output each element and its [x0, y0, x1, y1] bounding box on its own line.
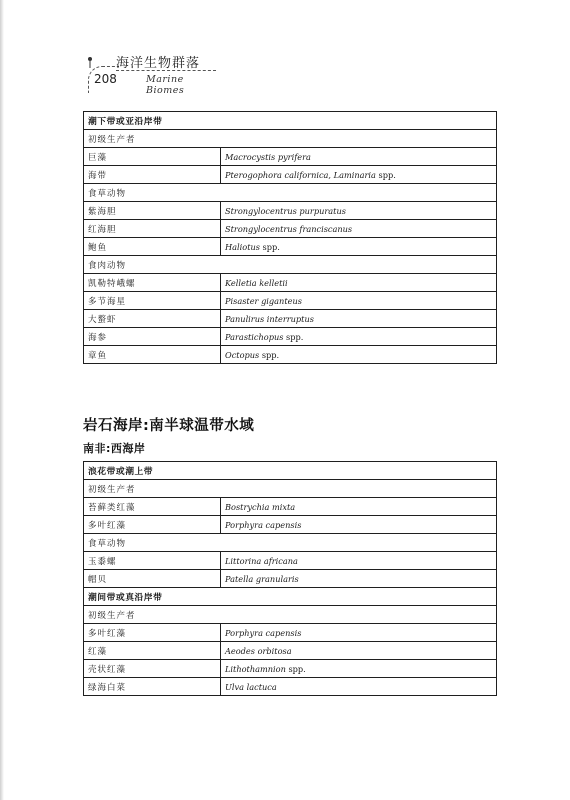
scientific-name-cell	[221, 148, 497, 166]
table-row	[84, 328, 497, 346]
species-suffix: spp.	[259, 349, 280, 360]
scientific-name-cell	[221, 498, 497, 516]
table-row	[84, 570, 497, 588]
scientific-name-cell	[221, 570, 497, 588]
scientific-name: Parastichopus	[225, 331, 284, 342]
scientific-name-cell	[221, 678, 497, 696]
scientific-name-cell	[221, 274, 497, 292]
scientific-name: Macrocystis pyrifera	[225, 151, 311, 162]
common-name-cell: 帽贝	[84, 570, 221, 588]
table-row	[84, 148, 497, 166]
common-name-cell: 海带	[84, 166, 221, 184]
table-row	[84, 238, 497, 256]
scientific-name-cell	[221, 292, 497, 310]
table-row	[84, 310, 497, 328]
common-name-cell: 多节海星	[84, 292, 221, 310]
table-row	[84, 220, 497, 238]
scientific-name-cell	[221, 516, 497, 534]
scientific-name: Strongylocentrus purpuratus	[225, 205, 346, 216]
section-subheading: 南非:西海岸	[83, 442, 146, 455]
species-suffix: spp.	[259, 241, 280, 252]
scientific-name-cell	[221, 238, 497, 256]
common-name-cell: 紫海胆	[84, 202, 221, 220]
table-row	[84, 678, 497, 696]
table-row	[84, 274, 497, 292]
running-title-en: Marine Biomes	[146, 74, 185, 96]
common-name-cell: 苔藓类红藻	[84, 498, 221, 516]
common-name-cell: 多叶红藻	[84, 516, 221, 534]
table-row	[84, 480, 497, 498]
scientific-name-cell	[221, 624, 497, 642]
table-row	[84, 256, 497, 274]
category-cell: 初级生产者	[84, 480, 497, 498]
category-cell: 初级生产者	[84, 130, 497, 148]
common-name-cell: 鲍鱼	[84, 238, 221, 256]
table-body	[84, 462, 497, 696]
table-row	[84, 660, 497, 678]
common-name-cell: 凯勒特峨螺	[84, 274, 221, 292]
category-cell: 初级生产者	[84, 606, 497, 624]
scientific-name: Ulva lactuca	[225, 681, 277, 692]
scientific-name: Patella granularis	[225, 573, 299, 584]
table-row	[84, 462, 497, 480]
species-suffix: spp.	[285, 663, 306, 674]
scientific-name-cell	[221, 220, 497, 238]
table-row	[84, 534, 497, 552]
species-table-south-africa	[83, 461, 497, 696]
scientific-name: Aeodes orbitosa	[225, 645, 292, 656]
common-name-cell: 绿海白菜	[84, 678, 221, 696]
pin-icon	[86, 56, 94, 68]
table-row	[84, 552, 497, 570]
common-name-cell: 海参	[84, 328, 221, 346]
scientific-name: Lithothamnion	[225, 663, 286, 674]
common-name-cell: 多叶红藻	[84, 624, 221, 642]
common-name-cell: 大螯虾	[84, 310, 221, 328]
running-header	[82, 50, 222, 96]
page-edge-shadow	[0, 0, 4, 800]
table-row	[84, 202, 497, 220]
zone-header-cell: 浪花带或潮上带	[84, 462, 497, 480]
scientific-name-cell	[221, 310, 497, 328]
scientific-name: Pisaster giganteus	[225, 295, 302, 306]
common-name-cell: 壳状红藻	[84, 660, 221, 678]
scientific-name: Porphyra capensis	[225, 627, 302, 638]
table-row	[84, 498, 497, 516]
species-suffix: spp.	[375, 169, 396, 180]
zone-header-cell: 潮间带或真沿岸带	[84, 588, 497, 606]
scientific-name: Pterogophora californica, Laminaria	[225, 169, 376, 180]
scientific-name-cell	[221, 642, 497, 660]
table-row	[84, 516, 497, 534]
common-name-cell: 红海胆	[84, 220, 221, 238]
scientific-name-cell	[221, 552, 497, 570]
scientific-name-cell	[221, 202, 497, 220]
table-row	[84, 166, 497, 184]
common-name-cell: 红藻	[84, 642, 221, 660]
species-suffix: spp.	[283, 331, 304, 342]
scientific-name: Bostrychia mixta	[225, 501, 296, 512]
scientific-name-cell	[221, 346, 497, 364]
table-row	[84, 130, 497, 148]
table-row	[84, 588, 497, 606]
table-row	[84, 624, 497, 642]
common-name-cell: 巨藻	[84, 148, 221, 166]
running-title-cn: 海洋生物群落	[116, 56, 201, 71]
category-cell: 食肉动物	[84, 256, 497, 274]
category-cell: 食草动物	[84, 184, 497, 202]
common-name-cell: 玉黍螺	[84, 552, 221, 570]
common-name-cell: 章鱼	[84, 346, 221, 364]
table-row	[84, 292, 497, 310]
page-number: 208	[94, 72, 117, 86]
scientific-name: Littorina africana	[225, 555, 298, 566]
scientific-name: Strongylocentrus franciscanus	[225, 223, 353, 234]
zone-header-cell: 潮下带或亚沿岸带	[84, 112, 497, 130]
scientific-name: Kelletia kelletii	[225, 277, 288, 288]
scientific-name: Octopus	[225, 349, 260, 360]
table-body	[84, 112, 497, 364]
table-row	[84, 112, 497, 130]
scientific-name: Porphyra capensis	[225, 519, 302, 530]
table-row	[84, 642, 497, 660]
section-heading: 岩石海岸:南半球温带水域	[83, 418, 255, 434]
scientific-name-cell	[221, 328, 497, 346]
scientific-name-cell	[221, 660, 497, 678]
scientific-name: Panulirus interruptus	[225, 313, 314, 324]
category-cell: 食草动物	[84, 534, 497, 552]
header-dashed-rule	[116, 70, 216, 71]
table-row	[84, 346, 497, 364]
table-row	[84, 184, 497, 202]
species-table-subtidal	[83, 111, 497, 364]
table-row	[84, 606, 497, 624]
scientific-name-cell	[221, 166, 497, 184]
scientific-name: Haliotus	[225, 241, 260, 252]
